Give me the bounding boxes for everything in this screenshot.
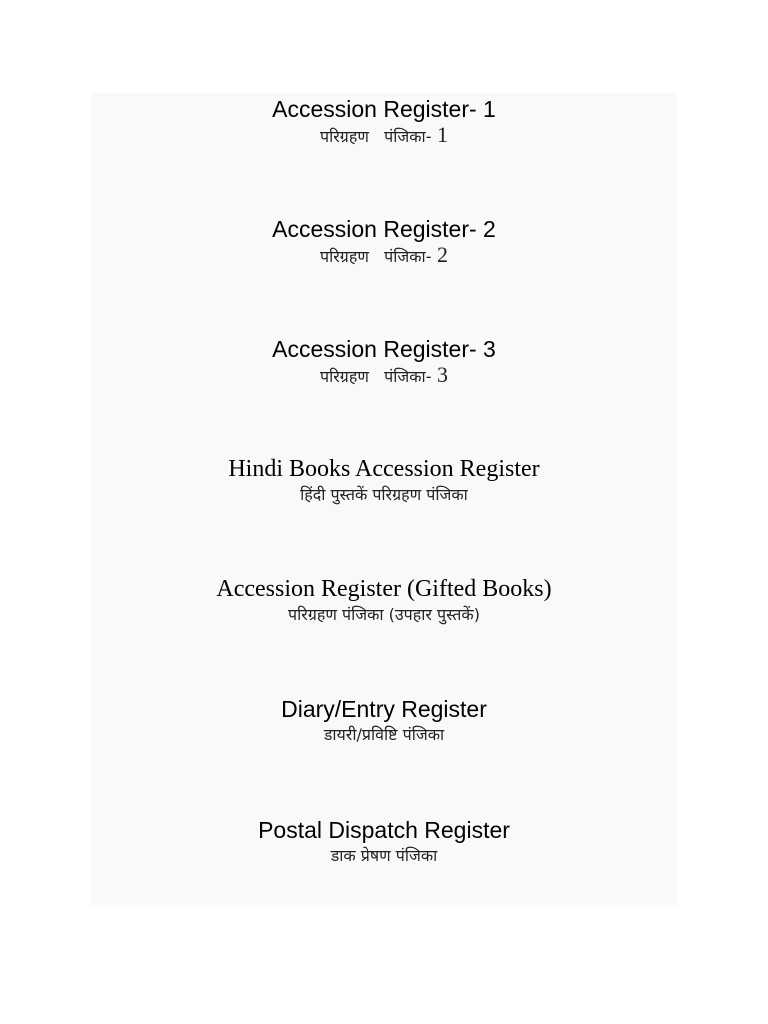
register-item-postal-dispatch [91, 816, 677, 868]
register-title: Accession Register- 1 [272, 96, 496, 122]
register-subtitle-text: परिग्रहण पंजिका- [320, 127, 432, 146]
register-list-panel [91, 93, 677, 905]
register-title: Accession Register (Gifted Books) [216, 576, 552, 602]
register-subtitle-hindi: डायरी/प्रविष्टि पंजिका [323, 725, 445, 744]
register-title: Accession Register- 3 [272, 336, 496, 362]
register-subtitle-number: 2 [431, 242, 448, 267]
register-subtitle-hindi [91, 363, 677, 387]
register-item-diary-entry [91, 695, 677, 747]
register-subtitle-number: 1 [431, 122, 448, 147]
register-title: Accession Register- 2 [272, 216, 496, 242]
register-subtitle-hindi: परिग्रहण पंजिका (उपहार पुस्तकें) [288, 605, 480, 624]
register-title: Hindi Books Accession Register [228, 456, 540, 482]
register-subtitle-hindi [91, 243, 677, 267]
register-item-accession-2 [91, 215, 677, 267]
register-subtitle-number: 3 [431, 362, 448, 387]
register-item-hindi-books [91, 455, 677, 507]
register-item-accession-3 [91, 335, 677, 387]
register-subtitle-hindi [91, 123, 677, 147]
register-item-accession-1 [91, 95, 677, 147]
register-subtitle-text: परिग्रहण पंजिका- [320, 247, 432, 266]
register-item-gifted-books [91, 575, 677, 627]
register-title: Postal Dispatch Register [258, 817, 510, 843]
register-subtitle-hindi: डाक प्रेषण पंजिका [330, 846, 438, 865]
register-title: Diary/Entry Register [281, 696, 487, 722]
register-subtitle-text: परिग्रहण पंजिका- [320, 367, 432, 386]
register-subtitle-hindi: हिंदी पुस्तकें परिग्रहण पंजिका [300, 485, 468, 504]
